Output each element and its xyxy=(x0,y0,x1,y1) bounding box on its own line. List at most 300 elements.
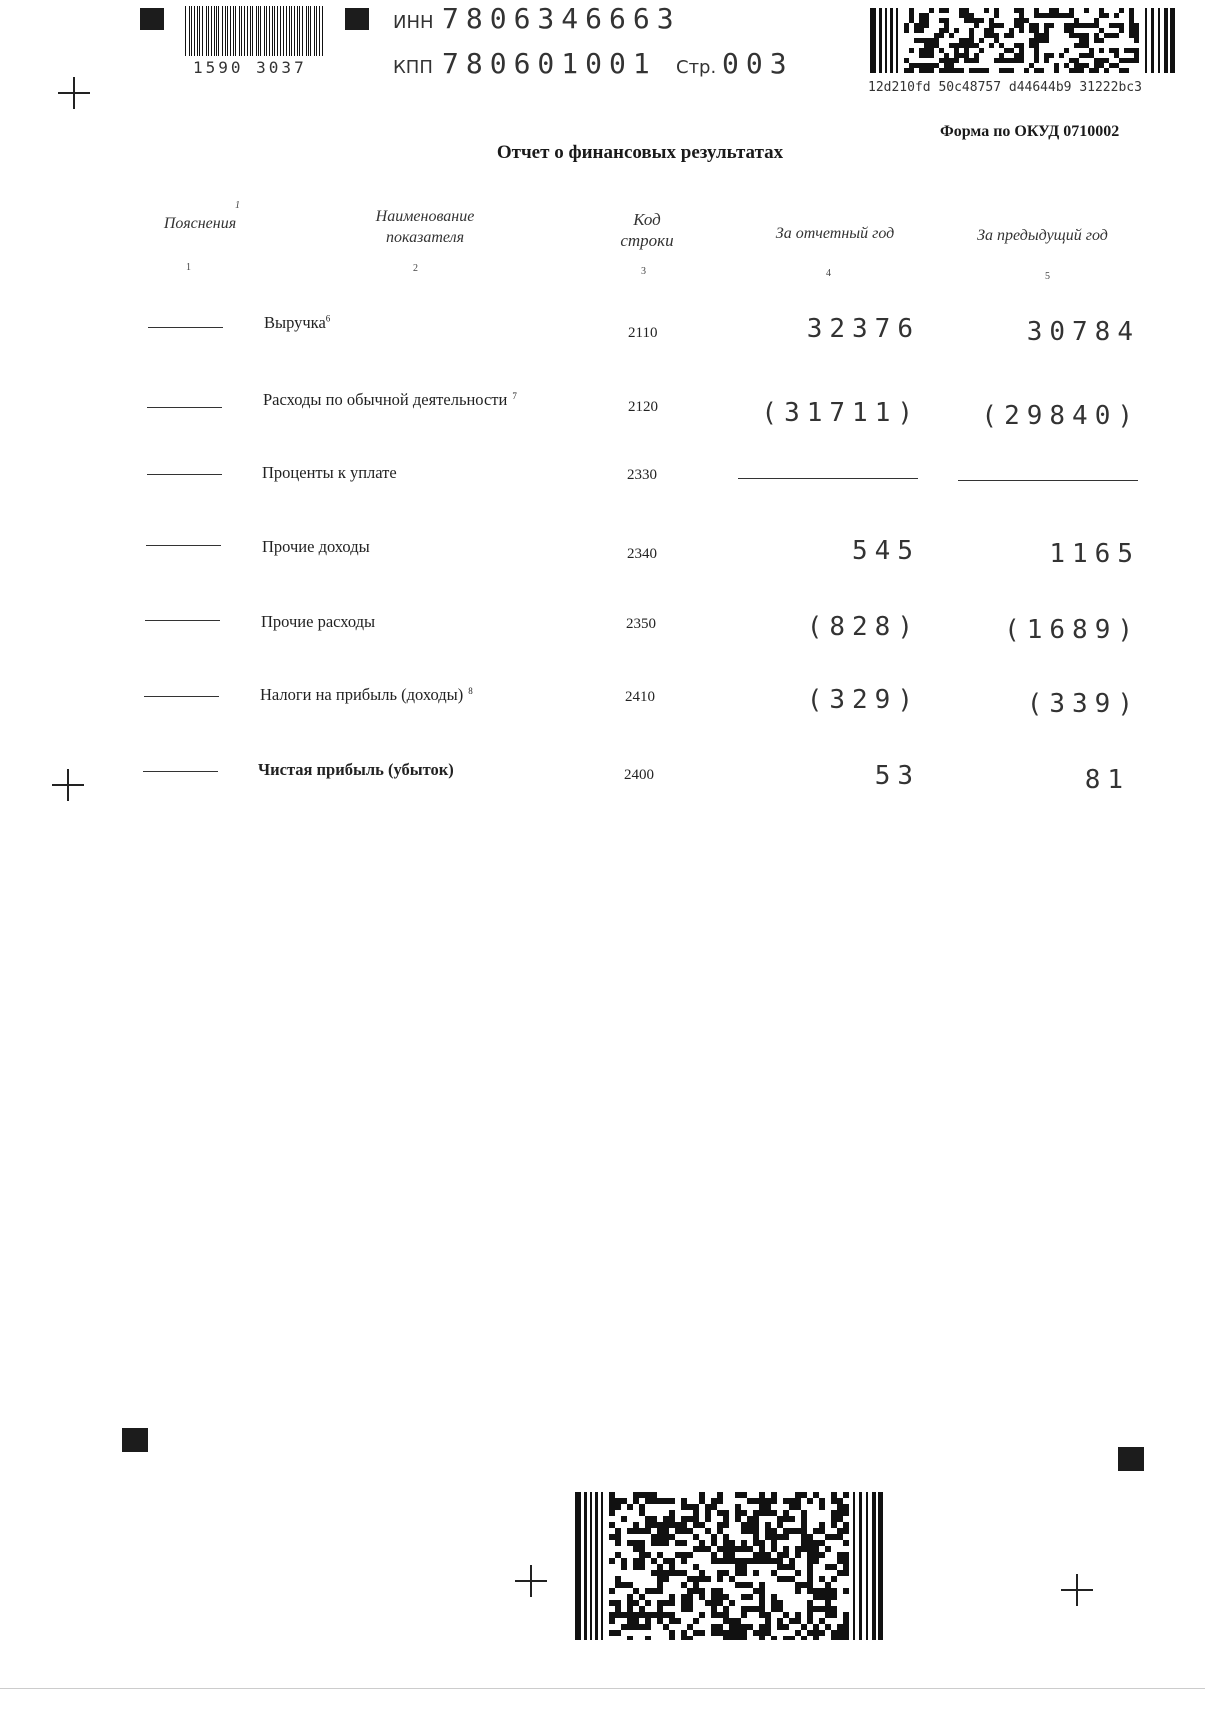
barcode-module xyxy=(633,1498,639,1504)
barcode-bar xyxy=(239,6,240,56)
barcode-module xyxy=(783,1528,789,1534)
row-name: Чистая прибыль (убыток) xyxy=(258,760,454,779)
barcode-module xyxy=(825,1606,831,1612)
barcode-module xyxy=(669,1564,675,1570)
barcode-module xyxy=(944,28,949,33)
barcode-module xyxy=(741,1594,747,1600)
barcode-module xyxy=(777,1624,783,1630)
barcode-module xyxy=(1049,23,1054,28)
barcode-module xyxy=(687,1636,693,1640)
crosshair-mark xyxy=(515,1565,547,1597)
barcode-module xyxy=(765,1618,771,1624)
barcode-module xyxy=(1004,68,1009,73)
barcode-module xyxy=(609,1504,615,1510)
barcode-module xyxy=(645,1552,651,1558)
barcode-module xyxy=(974,68,979,73)
barcode-module xyxy=(890,8,893,73)
barcode-module xyxy=(789,1516,795,1522)
column-number: 1 xyxy=(186,262,191,273)
barcode-module xyxy=(1069,28,1074,33)
barcode-module xyxy=(1034,13,1039,18)
bottom-2d-barcode xyxy=(575,1492,883,1640)
barcode-module xyxy=(924,48,929,53)
barcode-module xyxy=(1079,38,1084,43)
barcode-module xyxy=(1134,23,1139,28)
barcode-module xyxy=(964,58,969,63)
barcode-module xyxy=(753,1528,759,1534)
barcode-module xyxy=(627,1504,633,1510)
barcode-module xyxy=(675,1528,681,1534)
barcode-module xyxy=(1034,68,1039,73)
barcode-module xyxy=(929,53,934,58)
barcode-module xyxy=(1044,23,1049,28)
barcode-module xyxy=(944,23,949,28)
barcode-module xyxy=(693,1582,699,1588)
barcode-module xyxy=(795,1552,801,1558)
barcode-module xyxy=(1024,18,1029,23)
barcode-module xyxy=(979,38,984,43)
current-year-value: 545 xyxy=(852,536,920,566)
barcode-module xyxy=(723,1606,729,1612)
barcode-module xyxy=(771,1498,777,1504)
barcode-module xyxy=(717,1624,723,1630)
barcode-module xyxy=(1014,23,1019,28)
barcode-module xyxy=(866,1492,868,1640)
barcode-module xyxy=(994,58,999,63)
row-code: 2350 xyxy=(626,616,656,632)
barcode-module xyxy=(909,68,914,73)
barcode-module xyxy=(765,1630,771,1636)
barcode-module xyxy=(771,1492,777,1498)
barcode-module xyxy=(807,1612,813,1618)
barcode-module xyxy=(639,1594,645,1600)
barcode-module xyxy=(924,68,929,73)
barcode-module xyxy=(795,1498,801,1504)
barcode-module xyxy=(669,1498,675,1504)
barcode-module xyxy=(639,1510,645,1516)
barcode-module xyxy=(795,1504,801,1510)
barcode-module xyxy=(741,1510,747,1516)
barcode-module xyxy=(904,58,909,63)
barcode-module xyxy=(813,1594,819,1600)
barcode-module xyxy=(699,1522,705,1528)
barcode-module xyxy=(1129,48,1134,53)
barcode-module xyxy=(681,1630,687,1636)
barcode-module xyxy=(645,1492,651,1498)
barcode-module xyxy=(735,1492,741,1498)
barcode-module xyxy=(1034,28,1039,33)
previous-year-empty-line xyxy=(958,480,1138,481)
barcode-module xyxy=(1114,23,1119,28)
barcode-module xyxy=(609,1534,615,1540)
barcode-module xyxy=(633,1612,639,1618)
barcode-module xyxy=(896,8,898,73)
barcode-module xyxy=(819,1606,825,1612)
barcode-module xyxy=(645,1498,651,1504)
barcode-module xyxy=(1009,68,1014,73)
barcode-module xyxy=(1114,53,1119,58)
barcode-module xyxy=(914,63,919,68)
barcode-module xyxy=(974,58,979,63)
barcode-module xyxy=(771,1606,777,1612)
barcode-module xyxy=(753,1534,759,1540)
barcode-module xyxy=(699,1588,705,1594)
barcode-module xyxy=(1039,33,1044,38)
barcode-module xyxy=(837,1534,843,1540)
barcode-module xyxy=(675,1552,681,1558)
barcode-module xyxy=(807,1606,813,1612)
barcode-module xyxy=(759,1600,765,1606)
barcode-module xyxy=(783,1546,789,1552)
barcode-module xyxy=(729,1552,735,1558)
barcode-module xyxy=(663,1528,669,1534)
barcode-module xyxy=(801,1492,807,1498)
barcode-module xyxy=(1029,23,1034,28)
barcode-module xyxy=(807,1582,813,1588)
barcode-module xyxy=(1059,53,1064,58)
barcode-module xyxy=(914,23,919,28)
barcode-module xyxy=(795,1618,801,1624)
barcode-module xyxy=(959,43,964,48)
barcode-module xyxy=(1059,13,1064,18)
barcode-module xyxy=(633,1588,639,1594)
barcode-bar xyxy=(299,6,300,56)
barcode-module xyxy=(590,1492,592,1640)
barcode-module xyxy=(969,18,974,23)
barcode-module xyxy=(651,1498,657,1504)
barcode-module xyxy=(609,1558,615,1564)
barcode-module xyxy=(771,1510,777,1516)
barcode-module xyxy=(717,1630,723,1636)
barcode-module xyxy=(609,1522,615,1528)
barcode-module xyxy=(919,38,924,43)
barcode-module xyxy=(1129,28,1134,33)
barcode-module xyxy=(723,1522,729,1528)
barcode-bar xyxy=(266,6,267,56)
barcode-module xyxy=(759,1630,765,1636)
barcode-module xyxy=(753,1522,759,1528)
barcode-module xyxy=(681,1594,687,1600)
barcode-module xyxy=(813,1528,819,1534)
barcode-module xyxy=(904,23,909,28)
barcode-module xyxy=(705,1576,711,1582)
barcode-module xyxy=(717,1612,723,1618)
barcode-module xyxy=(669,1522,675,1528)
barcode-module xyxy=(729,1636,735,1640)
barcode-module xyxy=(681,1498,687,1504)
barcode-module xyxy=(831,1498,837,1504)
barcode-module xyxy=(959,53,964,58)
barcode-module xyxy=(807,1588,813,1594)
barcode-module xyxy=(1094,23,1099,28)
barcode-module xyxy=(771,1558,777,1564)
barcode-module xyxy=(837,1636,843,1640)
barcode-module xyxy=(771,1534,777,1540)
barcode-module xyxy=(783,1576,789,1582)
barcode-module xyxy=(639,1612,645,1618)
barcode-module xyxy=(837,1504,843,1510)
barcode-module xyxy=(1009,28,1014,33)
registration-mark-bottom-right xyxy=(1118,1447,1144,1471)
barcode-module xyxy=(999,53,1004,58)
barcode-module xyxy=(633,1618,639,1624)
barcode-module xyxy=(870,8,876,73)
barcode-module xyxy=(831,1612,837,1618)
barcode-module xyxy=(693,1510,699,1516)
barcode-module xyxy=(771,1540,777,1546)
barcode-module xyxy=(729,1546,735,1552)
barcode-module xyxy=(813,1558,819,1564)
barcode-module xyxy=(627,1540,633,1546)
barcode-module xyxy=(984,68,989,73)
barcode-module xyxy=(747,1546,753,1552)
barcode-module xyxy=(759,1540,765,1546)
barcode-module xyxy=(645,1516,651,1522)
barcode-module xyxy=(615,1498,621,1504)
barcode-module xyxy=(929,63,934,68)
barcode-module xyxy=(657,1498,663,1504)
barcode-module xyxy=(843,1618,849,1624)
barcode-module xyxy=(939,18,944,23)
barcode-module xyxy=(1004,33,1009,38)
barcode-module xyxy=(974,18,979,23)
barcode-module xyxy=(919,53,924,58)
barcode-module xyxy=(1099,58,1104,63)
notes-placeholder-line xyxy=(145,620,220,621)
barcode-module xyxy=(693,1564,699,1570)
barcode-module xyxy=(753,1510,759,1516)
barcode-module xyxy=(651,1534,657,1540)
barcode-module xyxy=(819,1594,825,1600)
barcode-module xyxy=(789,1618,795,1624)
barcode-module xyxy=(747,1522,753,1528)
barcode-module xyxy=(1069,8,1074,13)
barcode-module xyxy=(741,1570,747,1576)
barcode-module xyxy=(639,1492,645,1498)
barcode-module xyxy=(819,1504,825,1510)
barcode-module xyxy=(1104,68,1109,73)
barcode-module xyxy=(741,1546,747,1552)
barcode-module xyxy=(621,1516,627,1522)
barcode-module xyxy=(627,1594,633,1600)
barcode-module xyxy=(681,1558,687,1564)
barcode-module xyxy=(1084,53,1089,58)
row-name: Прочие доходы xyxy=(262,537,370,556)
barcode-module xyxy=(837,1624,843,1630)
barcode-module xyxy=(675,1618,681,1624)
barcode-module xyxy=(627,1528,633,1534)
barcode-module xyxy=(919,68,924,73)
barcode-module xyxy=(919,28,924,33)
barcode-module xyxy=(681,1552,687,1558)
barcode-module xyxy=(645,1522,651,1528)
barcode-module xyxy=(741,1564,747,1570)
barcode-module xyxy=(999,68,1004,73)
barcode-module xyxy=(765,1558,771,1564)
barcode-module xyxy=(633,1540,639,1546)
barcode-module xyxy=(819,1540,825,1546)
barcode-module xyxy=(1094,58,1099,63)
barcode-module xyxy=(954,43,959,48)
column-number: 4 xyxy=(826,268,831,279)
column-header-name: Наименование показателя xyxy=(375,208,475,246)
barcode-module xyxy=(1044,33,1049,38)
barcode-module xyxy=(837,1528,843,1534)
barcode-module xyxy=(843,1510,849,1516)
barcode-module xyxy=(1104,33,1109,38)
barcode-module xyxy=(1089,23,1094,28)
barcode-module xyxy=(753,1570,759,1576)
barcode-module xyxy=(639,1504,645,1510)
barcode-module xyxy=(843,1612,849,1618)
barcode-module xyxy=(639,1558,645,1564)
barcode-module xyxy=(813,1540,819,1546)
barcode-module xyxy=(964,13,969,18)
barcode-module xyxy=(687,1600,693,1606)
barcode-module xyxy=(681,1600,687,1606)
barcode-module xyxy=(693,1588,699,1594)
barcode-module xyxy=(717,1546,723,1552)
barcode-module xyxy=(1044,38,1049,43)
form-okud-label: Форма по ОКУД 0710002 xyxy=(940,123,1120,140)
barcode-module xyxy=(1049,8,1054,13)
barcode-module xyxy=(735,1546,741,1552)
column-header-code: Код строки xyxy=(620,210,674,250)
barcode-module xyxy=(1064,23,1069,28)
barcode-module xyxy=(639,1624,645,1630)
barcode-module xyxy=(949,63,954,68)
barcode-module xyxy=(687,1624,693,1630)
barcode-module xyxy=(825,1600,831,1606)
barcode-module xyxy=(924,43,929,48)
barcode-module xyxy=(627,1612,633,1618)
barcode-module xyxy=(669,1600,675,1606)
barcode-module xyxy=(1134,53,1139,58)
barcode-bar xyxy=(302,6,303,56)
barcode-module xyxy=(1034,23,1039,28)
barcode-module xyxy=(693,1546,699,1552)
barcode-module xyxy=(645,1588,651,1594)
barcode-module xyxy=(1134,33,1139,38)
barcode-module xyxy=(729,1600,735,1606)
barcode-module xyxy=(1054,8,1059,13)
barcode-bar xyxy=(291,6,292,56)
barcode-module xyxy=(615,1582,621,1588)
barcode-module xyxy=(1079,33,1084,38)
barcode-module xyxy=(1019,18,1024,23)
barcode-module xyxy=(1004,58,1009,63)
barcode-module xyxy=(759,1588,765,1594)
barcode-module xyxy=(807,1546,813,1552)
barcode-module xyxy=(789,1564,795,1570)
barcode-module xyxy=(789,1504,795,1510)
crosshair-mark xyxy=(1061,1574,1093,1606)
barcode-module xyxy=(989,28,994,33)
barcode-module xyxy=(1069,58,1074,63)
barcode-module xyxy=(633,1600,639,1606)
row-name: Расходы по обычной деятельности $^7$ xyxy=(263,390,517,409)
barcode-module xyxy=(693,1534,699,1540)
barcode-module xyxy=(1129,13,1134,18)
column-number: 5 xyxy=(1045,271,1050,282)
barcode-module xyxy=(723,1636,729,1640)
barcode-module xyxy=(964,18,969,23)
barcode-module xyxy=(944,63,949,68)
barcode-module xyxy=(615,1606,621,1612)
barcode-module xyxy=(934,63,939,68)
barcode-module xyxy=(801,1510,807,1516)
barcode-module xyxy=(909,18,914,23)
column-number: 3 xyxy=(641,266,646,277)
barcode-module xyxy=(615,1600,621,1606)
barcode-module xyxy=(801,1540,807,1546)
barcode-module xyxy=(1029,43,1034,48)
barcode-module xyxy=(741,1624,747,1630)
barcode-module xyxy=(627,1618,633,1624)
barcode-module xyxy=(944,58,949,63)
barcode-module xyxy=(777,1522,783,1528)
barcode-module xyxy=(949,68,954,73)
barcode-module xyxy=(825,1612,831,1618)
barcode-module xyxy=(1134,48,1139,53)
barcode-module xyxy=(711,1588,717,1594)
barcode-module xyxy=(1151,8,1154,73)
barcode-module xyxy=(1034,38,1039,43)
row-name: Прочие расходы xyxy=(261,612,376,631)
barcode-module xyxy=(1039,38,1044,43)
barcode-module xyxy=(753,1630,759,1636)
barcode-module xyxy=(711,1552,717,1558)
barcode-module xyxy=(1079,43,1084,48)
column-header-previous-year: За предыдущий год xyxy=(977,227,1108,244)
barcode-module xyxy=(705,1546,711,1552)
kpp-value: 780601001 xyxy=(442,47,657,80)
barcode-module xyxy=(1084,38,1089,43)
barcode-module xyxy=(813,1630,819,1636)
barcode-module xyxy=(741,1558,747,1564)
barcode-module xyxy=(929,38,934,43)
barcode-module xyxy=(681,1504,687,1510)
barcode-module xyxy=(675,1570,681,1576)
previous-year-value: (29840) xyxy=(981,401,1140,431)
column-header-notes: Пояснения 1 xyxy=(163,200,240,232)
barcode-module xyxy=(645,1636,651,1640)
barcode-module xyxy=(663,1600,669,1606)
barcode-module xyxy=(663,1522,669,1528)
barcode-module xyxy=(1019,8,1024,13)
barcode-bar xyxy=(260,6,261,56)
barcode-module xyxy=(741,1582,747,1588)
barcode-module xyxy=(1119,8,1124,13)
barcode-module xyxy=(735,1582,741,1588)
barcode-module xyxy=(929,8,934,13)
barcode-module xyxy=(831,1510,837,1516)
barcode-module xyxy=(777,1606,783,1612)
barcode-module xyxy=(837,1510,843,1516)
barcode-module xyxy=(807,1558,813,1564)
barcode-module xyxy=(621,1624,627,1630)
barcode-module xyxy=(837,1498,843,1504)
barcode-module xyxy=(1034,8,1039,13)
barcode-module xyxy=(789,1528,795,1534)
current-year-empty-line xyxy=(738,478,918,479)
barcode-module xyxy=(621,1612,627,1618)
barcode-module xyxy=(759,1624,765,1630)
barcode-module xyxy=(1114,48,1119,53)
barcode-module xyxy=(777,1558,783,1564)
barcode-module xyxy=(801,1582,807,1588)
page-title: Отчет о финансовых результатах xyxy=(496,142,784,163)
